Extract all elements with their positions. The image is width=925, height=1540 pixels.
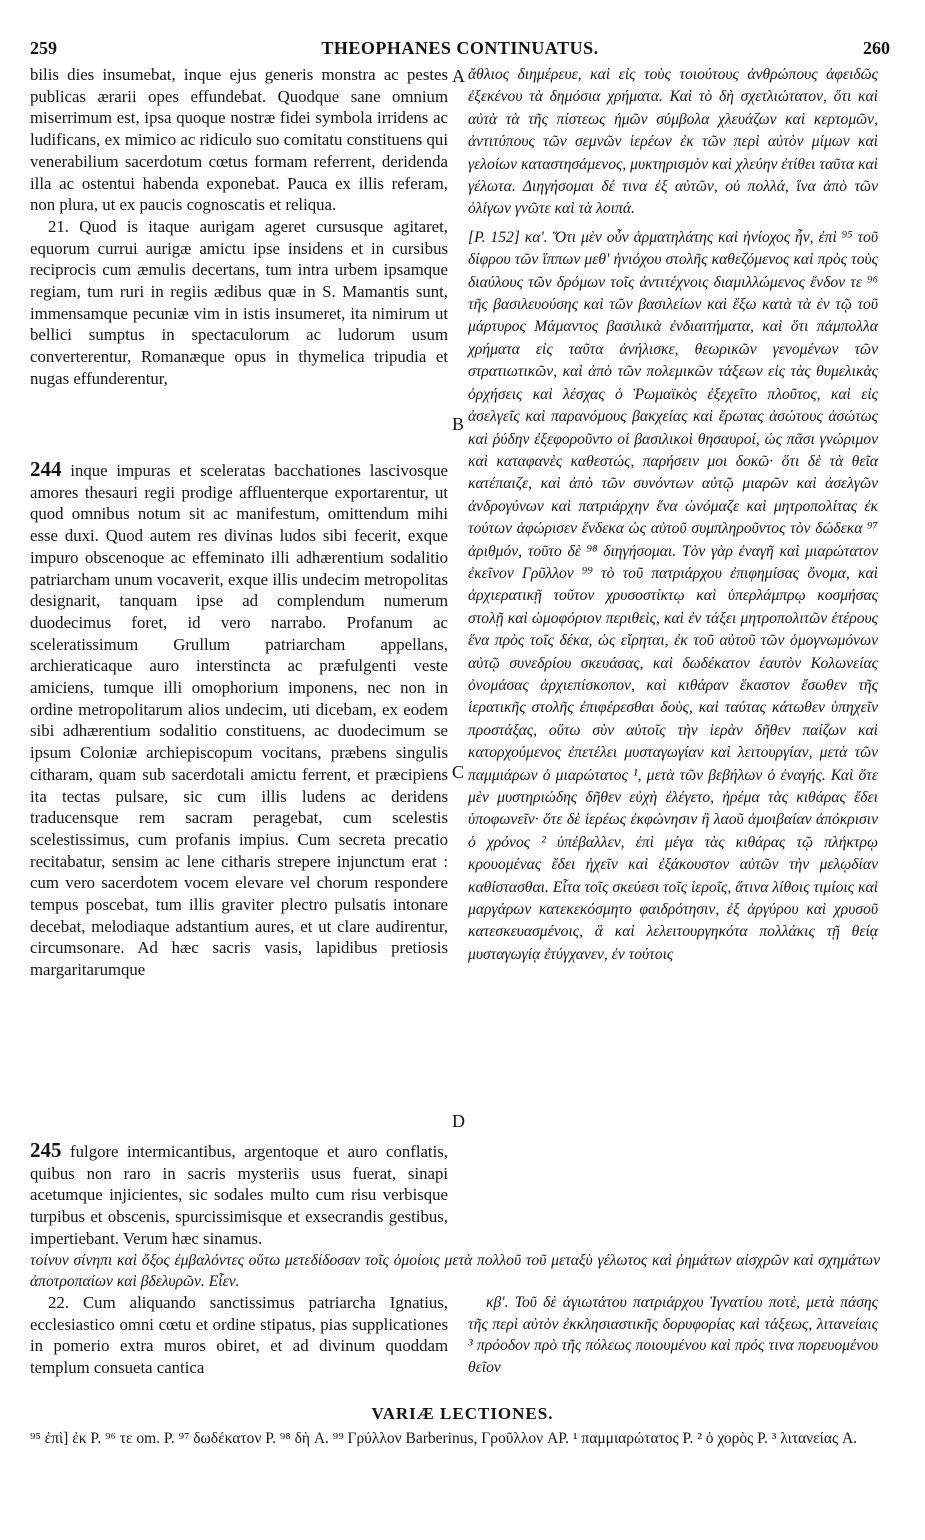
greek-paragraph-22: κβ'. Τοῦ δὲ ἁγιωτάτου πατριάρχου Ἰγνατίου ποτὲ, μετὰ πάσης τῆς περὶ αὐτὸν ἐκκλησιαστικῆς δορυφορίας καὶ τάξεως, λιτανείαις ³ πρόοδον πρὸ τῆς πόλεως ποιουμένου καὶ πρός τινα πορευομένου θεῖον [468, 1294, 878, 1377]
latin-paragraph [30, 1140, 448, 1250]
latin-text: inque impuras et sceleratas bacchationes lascivosque amores thesauri regii prodige affluenterque exportarentur, ut quod omnibus notum sit ac manifestum, omittendum mihi esse duxi. Quod autem res divinas ludos sibi fecerit, exque impuro obscenoque ac effeminato illi adhærentium sodalitio patriarcham unum vocaverit, exque illis undecim metropolitas designarit, tanquam ipse ad complendum numerum duodecimus foret, id vero narrabo. Profanum ac sceleratissimum Grullum patriarcham appellans, archieraticaque auro interstincta ac præfulgenti veste amiciens, tumque illi omophorium imponens, nec non in ordine metropolitarum alios undecim, uti dicebam, ex eodem sibi adhærentium sodalitio constituens, ac duodecimum se ipsum Coloniæ archiepiscopum vocitans, præbens singulis citharam, quam sub sacerdotali amictu ferrent, et præcipiens ita tectas pulsare, sic cum illis ludens ac deridens traducensque rem sacram peragebat, cum scelestis scelestissimus, cum profanis impius. Cum secreta precatio recitabatur, sensim ac lene citharis strepere injunctum erat : cum vero sacerdotem vocem elevare vel chorum respondere tempus poscebat, tum illis graviter plectro pulsatis intonare decebat, melodiaque adstantium aures, et ut clare audirentur, circumsonare. Ad hæc sacris vasis, lapidibus pretiosis margaritarumque [30, 461, 448, 980]
variae-lectiones-text: ⁹⁵ ἐπὶ] ἐκ P. ⁹⁶ τε om. P. ⁹⁷ δωδέκατον P. ⁹⁸ δὴ A. ⁹⁹ Γρύλλον Barberinus, Γροῦλλον AP. ¹ παμμιαρώτατος P. ² ὁ χορὸς P. ³ λιτανείας A. [30, 1430, 858, 1447]
greek-paragraph: [P. 152] κα'. Ὅτι μὲν οὖν ἁρματηλάτης καὶ ἡνίοχος ἦν, ἐπὶ ⁹⁵ τοῦ δίφρου τῶν ἵππων μεθ' ἡνιόχου στολῆς καθεζόμενος καὶ πρὸς τοὺς διαύλους τῶν δρόμων τοῖς ἀντιτέχνοις διαμιλλώμενος ἔνδον τε ⁹⁶ τῆς βασιλευούσης καὶ τῶν βασιλείων καὶ ἔξω κατὰ τὰ ἐν τῷ τοῦ μάρτυρος Μάμαντος βασιλικὰ ἐνδιαιτήματα, καὶ ὅτι πάμπολλα χρήματα εἰς ταῦτα ἀνήλισκε, θεωρικῶν γενομένων τῶν στρατιωτικῶν, καὶ ἀπὸ τῶν πολεμικῶν τάξεων εἰς τὰς θυμελικὰς ὀρχήσεις καὶ λέσχας ὁ Ῥωμαϊκὸς ἐξεχεῖτο πλοῦτος, καὶ εἰς ἀσελγεῖς καὶ παρανόμους βακχείας καὶ ἔρωτας ἀσώτους ἀσώτως καὶ ῥύδην ἐξεφοροῦντο οἱ βασιλικοὶ θησαυροί, ὡς πᾶσι γνώριμον καὶ καταφανὲς καθεστώς, παρήσειν μοι δοκῶ· ὅτι δὲ τὰ θεῖα κατέπαιζε, καὶ ἀπὸ τῶν συνόντων αὐτῷ μιαρῶν καὶ ἀσελγῶν ἀνδρογύνων καὶ πατριάρχην ἕνα ὠνόμαζε καὶ μητροπολίτας ἐκ τούτων ἀφώρισεν ἕνδεκα ὡς αὐτοῦ συμπληροῦντος τὸν δώδεκα ⁹⁷ ἀριθμόν, τοῦτο δὲ ⁹⁸ διηγήσομαι. Τὸν γὰρ ἐναγῆ καὶ μιαρώτατον ἐκεῖνον Γρῦλλον ⁹⁹ τὸ τοῦ πατριάρχου ἐπιφημίσας ὄνομα, καὶ ἀρχιερατικῇ τοῦτον χρυσοστίκτῳ καὶ ὑπερλάμπρῳ κοσμήσας στολῇ καὶ ὠμοφόριον περιθεὶς, καὶ ἐν τάξει μητροπολιτῶν ἑτέρους ἕνα πρὸς τοῖς δέκα, ὡς εἴρηται, ἐκ τοῦ αὐτοῦ τῶν ὁμογνωμόνων αὐτῷ συνεδρίου σκευάσας, καὶ δωδέκατον ἑαυτὸν Κολωνείας ὀνομάσας ἀρχιεπίσκοπον, καὶ κιθάραν ἕκαστον ἔσωθεν τῆς ἱερατικῆς στολῆς ἐπιφέρεσθαι δοὺς, καὶ ταύτας κάτωθεν ὑπηχεῖν προστάξας, οὕτω σὺν αὐτοῖς τὴν ἱερὰν δῆθεν παίζων καὶ κατορχούμενος ἐπετέλει μυσταγωγίαν καὶ λειτουργίαν, μετὰ τῶν παμμιάρων ὁ μιαρώτατος ¹, μετὰ τῶν βεβήλων ὁ ἐναγής. Καὶ ὅτε μὲν μυστηριώδης δῆθεν εὐχὴ ἐλέγετο, ἠρέμα τὰς κιθάρας ἔδει ὑποφωνεῖν· ὅτε δὲ ἱερέως ἐκφώνησιν ἢ λαοῦ ἀμοιβαίαν ἀπόκρισιν ὁ χρόνος ² ὑπέβαλλεν, ἐπὶ μέγα τὰς κιθάρας τῷ πλήκτρῳ κρουομένας ἔδει ἠχεῖν καὶ ἐξάκουστον αὐτῶν τὴν μελῳδίαν καθίστασθαι. Εἶτα τοῖς σκεύεσι τοῖς ἱεροῖς, ἅτινα λίθοις τιμίοις καὶ μαργάρων κατεκεκόσμητο φαιδρότησιν, ἐξ ἀργύρου καὶ χρυσοῦ κατεσκευασμένοις, ἃ καὶ λελειτουργηκότα πολλάκις τῇ θείᾳ μυσταγωγίᾳ ἐτύγχανεν, ἐν τούτοις [468, 228, 878, 963]
latin-paragraph: bilis dies insumebat, inque ejus generis monstra ac pestes publicas ærarii opes effundebat. Quodque sane omnium miserrimum est, ipsa quoque nostræ fidei symbola irridens ac ludificans, ex mimico ac ridiculo suo comitatu constituens qui venerabilium sacerdotum cœtus formam referrent, deridenda illa ac ostentui habenda exponebat. Pauca ex illis referam, non plura, ut ex paucis cognoscatis et reliqua. [30, 65, 448, 215]
latin-paragraph [30, 459, 448, 981]
latin-paragraph-22: 22. Cum aliquando sanctissimus patriarcha Ignatius, ecclesiastico omni cœtu et ordine stipatus, pias supplicationes in pomerio extra muros obiret, et ad divinum quoddam templum consueta cantica [30, 1293, 448, 1378]
margin-marker-b: B [452, 414, 465, 434]
page-number-left: 259 [30, 38, 57, 58]
page-number-right: 260 [863, 38, 890, 58]
latin-column-continued [30, 459, 448, 981]
greek-paragraph: ἄθλιος διημέρευε, καὶ εἰς τοὺς τοιούτους ἀνθρώπους ἀφειδῶς ἐξεκένου τὰ δημόσια χρήματα. Καὶ τὸ δὴ σχετλιώτατον, ὅτι καὶ αὐτὰ τὰ τῆς πίστεως ἡμῶν σύμβολα χλευάζων καὶ κερτομῶν, ἀντιτύπους τῶν σεμνῶν ἱερέων ἐκ τῶν περὶ αὐτὸν μίμων καὶ γελοίων καταστησάμενος, μυκτηρισμὸν καὶ χλεύην ἐτίθει ταῦτα καὶ γέλωτα. Διηγήσομαι δέ τινα ἐξ αὐτῶν, οὐ πολλά, ἵνα ἀπὸ τῶν ὀλίγων γνῶτε καὶ τὰ λοιπά. [468, 66, 878, 218]
page-marker-244: 244 [30, 457, 62, 481]
latin-text: fulgore intermicantibus, argentoque et auro conflatis, quibus non raro in sacris mysteriis usus fuerat, sinapi acetumque injicientes, sic sodales multo cum risu verbisque turpibus et obscenis, spurcissimisque et exsecrandis gestibus, impertiebant. Verum hæc sinamus. [30, 1142, 448, 1248]
margin-marker-a: A [452, 66, 465, 86]
page-marker-245: 245 [30, 1138, 62, 1162]
running-title: THEOPHANES CONTINUATUS. [321, 38, 599, 58]
greek-column [468, 64, 878, 966]
margin-marker-c: C [452, 762, 465, 782]
latin-paragraph: 21. Quod is itaque aurigam ageret cursusque agitaret, equorum currui aurigæ amictu ipse insidens et in cursibus reciprocis cum æmulis decertans, tum intra urbem ipsamque regiam, tum ruri in regiis ædibus quæ in S. Mamantis sunt, immensamque pecuniæ vim in istis insumeret, ita nimirum ut bellici sumptus in spectaculorum ac ludorum usum converterentur, Romanæque opus in thymelica tripudia et nugas effunderentur, [30, 216, 448, 388]
latin-column-end [30, 1140, 448, 1250]
margin-marker-d: D [452, 1111, 465, 1131]
page-header [30, 38, 890, 64]
greek-full-width-line: τοίνυν σίνηπι καὶ ὄξος ἐμβαλόντες οὕτω μετεδίδοσαν τοῖς ὁμοίοις μετὰ πολλοῦ τοῦ μεταξὺ γέλωτος καὶ ῥημάτων αἰσχρῶν καὶ σχημάτων ἀποτροπαίων καὶ βδελυρῶν. Εἶεν. [30, 1252, 880, 1290]
latin-column [30, 64, 448, 390]
variae-lectiones-heading: VARIÆ LECTIONES. [371, 1404, 554, 1423]
